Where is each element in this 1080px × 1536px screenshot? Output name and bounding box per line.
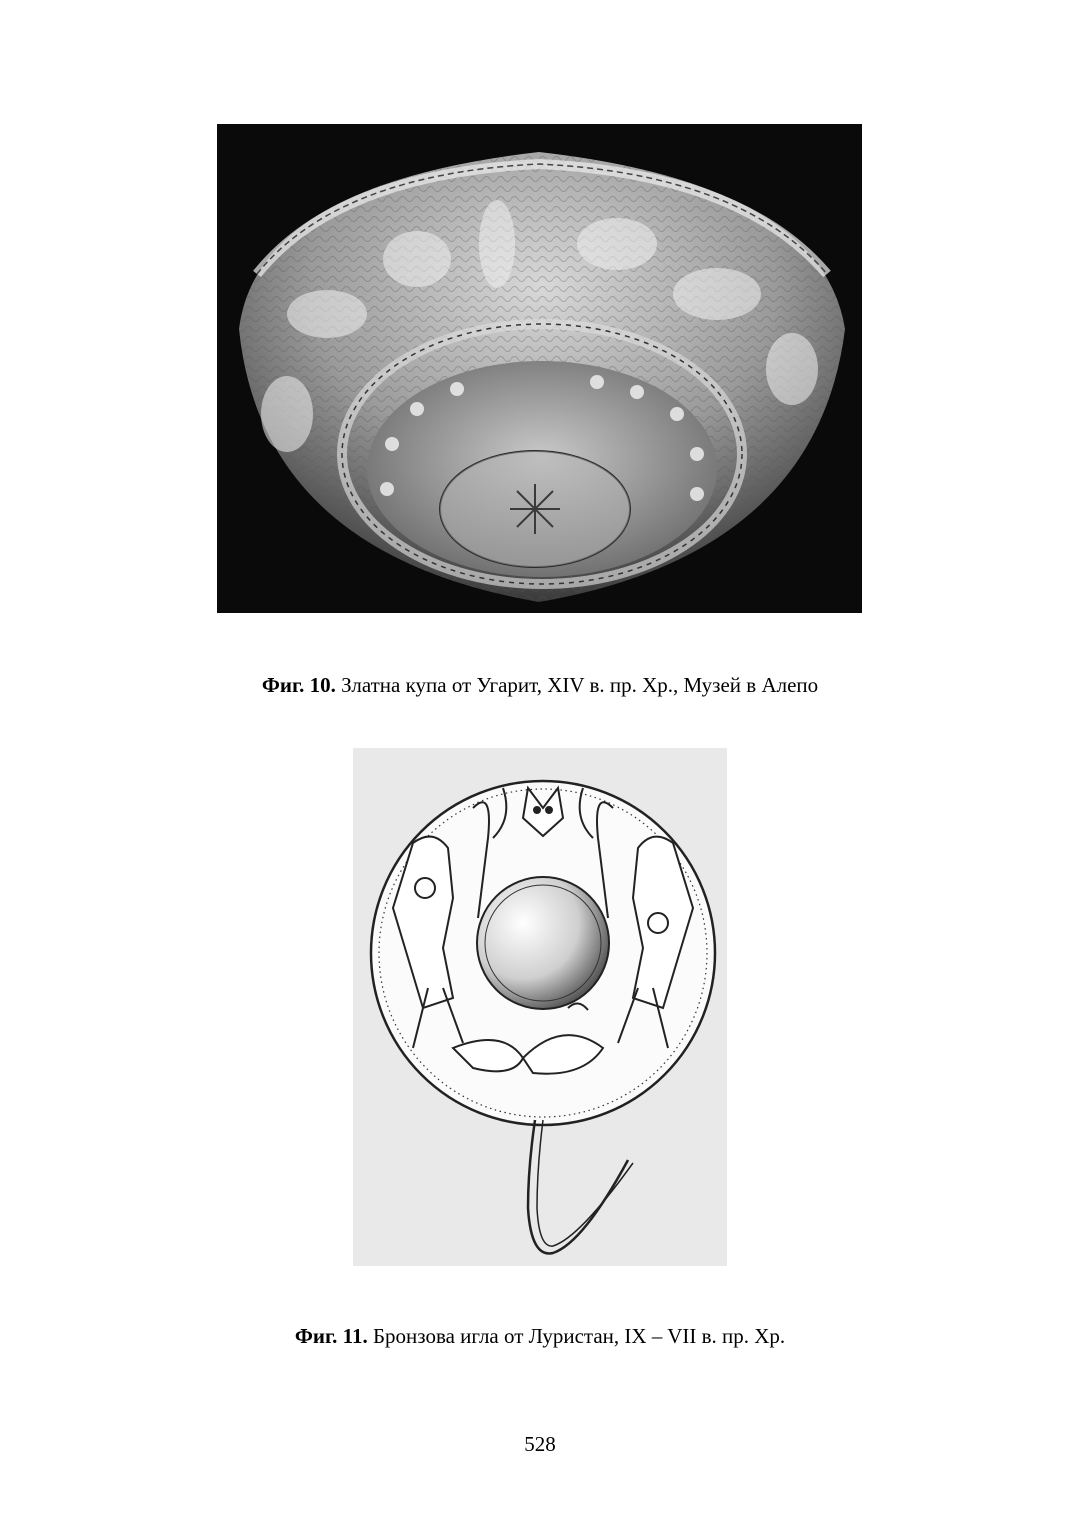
figure-10-caption <box>0 672 1080 698</box>
figure-11-caption <box>0 1323 1080 1349</box>
page-number: 528 <box>524 1432 556 1456</box>
bronze-pin-illustration <box>353 748 727 1266</box>
figure-11-label: Фиг. 11. <box>294 1324 368 1348</box>
figure-11-image <box>353 748 727 1266</box>
figure-10-image <box>217 124 862 613</box>
figure-10-caption-text: Златна купа от Угарит, XIV в. пр. Хр., Музей в Алепо <box>335 673 819 697</box>
gold-bowl-illustration <box>217 124 862 613</box>
figure-11-caption-text: Бронзова игла от Луристан, IX – VII в. пр. Хр. <box>367 1324 786 1348</box>
figure-10-label: Фиг. 10. <box>261 673 336 697</box>
